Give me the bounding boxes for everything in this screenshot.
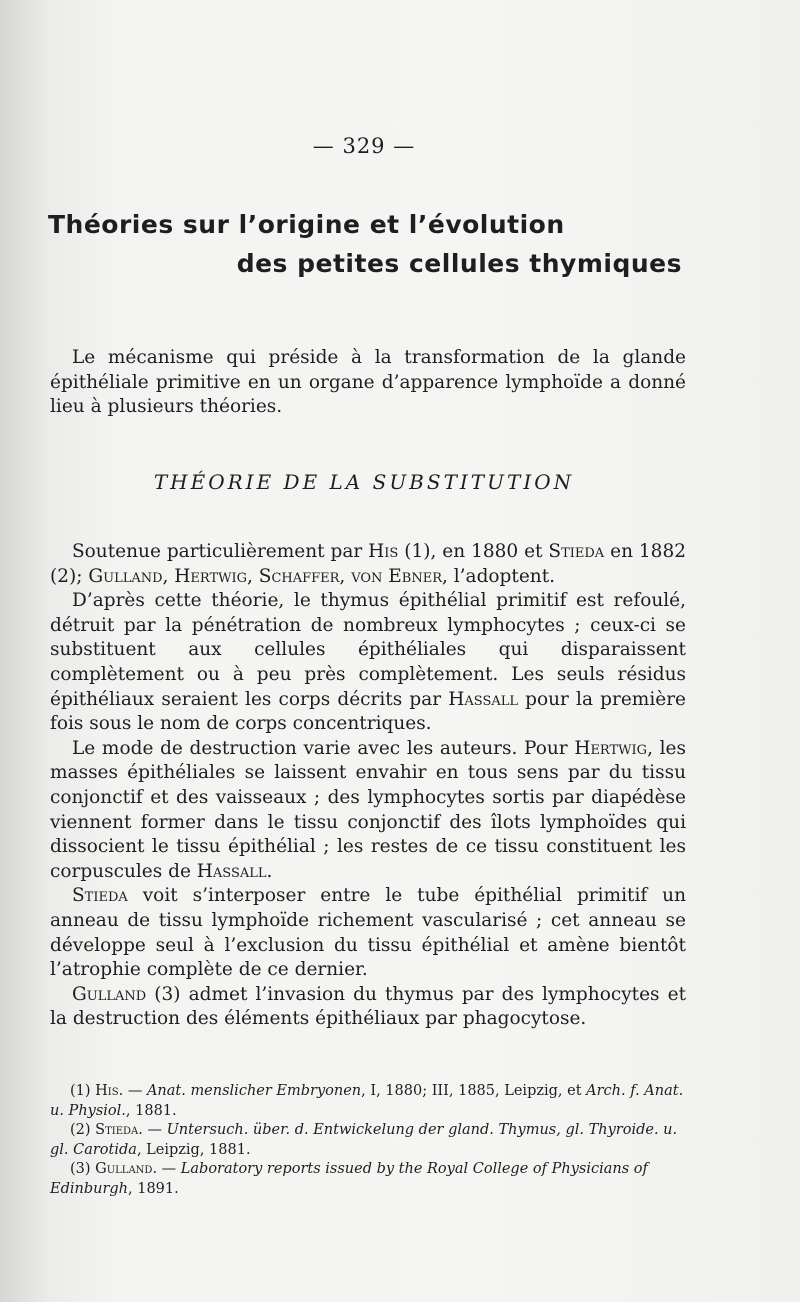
intro-paragraph: Le mécanisme qui préside à la transformation de la glande épithéliale primitive en un organe d’apparence lymphoïde a donné lieu à plusieurs théories. — [50, 347, 686, 418]
author-list: Gulland, Hertwig, Schaffer, von Ebner — [88, 565, 442, 587]
paragraph-3: Le mode de destruction varie avec les auteurs. Pour Hertwig, les masses épithéliales se laissent envahir en tous sens par du tissu conjonctif et des vaisseaux ; des lymphocytes sortis par diapédèse viennent former dans le tissu conjonctif des îlots lymphoïdes qui dissocient le tissu épithélial ; les restes de ce tissu constituent les corpuscules de Hassall. — [50, 737, 686, 882]
paragraph-1: Soutenue particulièrement par His (1), en 1880 et Stieda en 1882 (2); Gulland, Hertwig, Schaffer, von Ebner, l’adoptent. — [50, 541, 686, 587]
chapter-title-line-2: des petites cellules thymiques — [236, 249, 682, 278]
author-hassall: Hassall — [448, 688, 519, 710]
main-text — [50, 540, 686, 1032]
intro-block — [50, 346, 686, 420]
footnote-1: (1) His. — Anat. menslicher Embryonen, I, 1880; III, 1885, Leipzig, et Arch. f. Anat. u. Physiol., 1881. — [50, 1083, 684, 1119]
author-his: His — [368, 541, 399, 562]
author-stieda: Stieda — [72, 885, 128, 907]
author-hertwig: Hertwig — [574, 737, 648, 759]
author-stieda: Stieda — [548, 541, 605, 562]
chapter-title-line-1: Théories sur l’origine et l’évolution — [48, 210, 565, 239]
paragraph-5: Gulland (3) admet l’invasion du thymus par des lymphocytes et la destruction des éléments épithéliaux par phagocytose. — [50, 983, 686, 1030]
footnote-2: (2) Stieda. — Untersuch. über. d. Entwickelung der gland. Thymus, gl. Thyroide. u. gl. Carotida, Leipzig, 1881. — [50, 1122, 678, 1158]
author-hassall: Hassall — [196, 860, 267, 882]
author-gulland: Gulland — [72, 983, 147, 1005]
paragraph-2: D’après cette théorie, le thymus épithélial primitif est refoulé, détruit par la pénétration de nombreux lymphocytes ; ceux-ci se substituent aux cellules épithéliales qui disparaissent complètement ou à peu près complètement. Les seuls résidus épithéliaux seraient les corps décrits par Hassall pour la première fois sous le nom de corps concentriques. — [50, 590, 686, 735]
footnotes — [50, 1082, 686, 1199]
paragraph-4: Stieda voit s’interposer entre le tube épithélial primitif un anneau de tissu lymphoïde richement vascularisé ; cet anneau se développe seul à l’exclusion du tissu épithélial et amène bientôt l’atrophie complète de ce dernier. — [50, 885, 686, 981]
footnote-3: (3) Gulland. — Laboratory reports issued by the Royal College of Physicians of Edinburgh, 1891. — [50, 1161, 648, 1197]
section-heading: THÉORIE DE LA SUBSTITUTION — [153, 470, 575, 494]
page-number: — 329 — — [312, 134, 416, 158]
chapter-title — [48, 210, 688, 278]
